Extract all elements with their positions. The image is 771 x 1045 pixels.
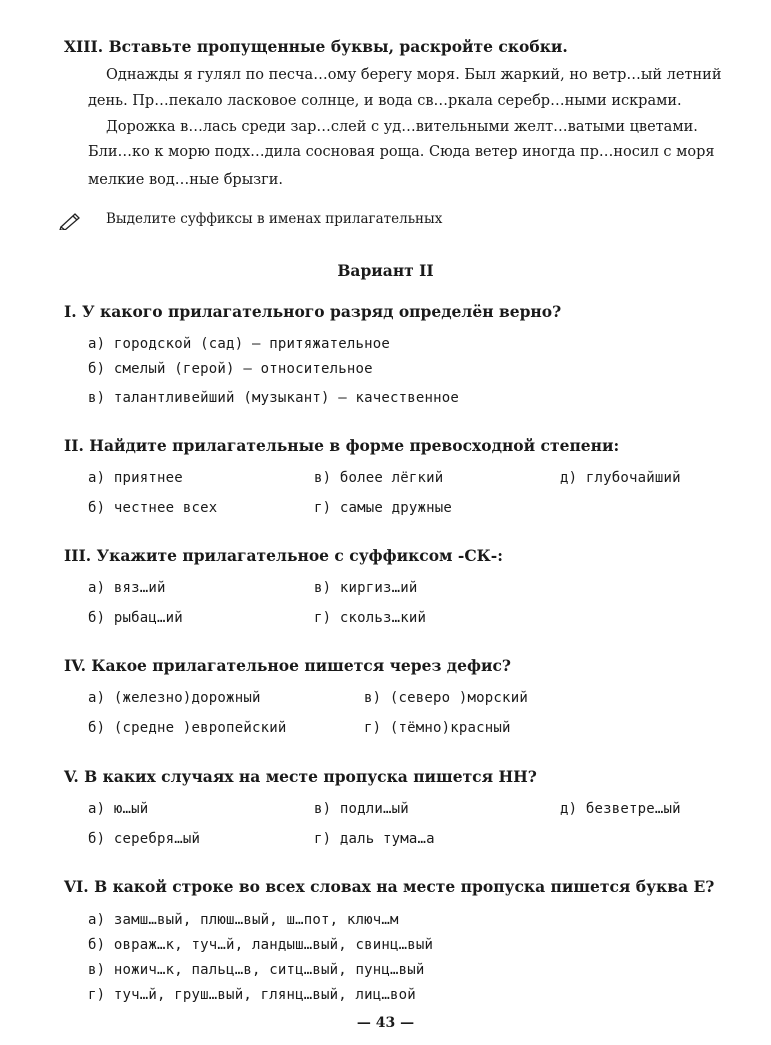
- answer-option: б) честнее всех: [88, 500, 218, 516]
- answer-option: г) (тёмно)красный: [364, 720, 511, 736]
- question-title: VI. В какой строке во всех словах на месте пропуска пишется буква Е?: [64, 877, 715, 896]
- question-title: II. Найдите прилагательные в форме превосходной степени:: [64, 436, 620, 455]
- text-line: Однажды я гулял по песча…ому берегу моря. Был жаркий, но ветр…ый летний: [106, 67, 722, 83]
- answer-option: в) более лёгкий: [314, 470, 444, 486]
- answer-option: б) серебря…ый: [88, 831, 201, 847]
- answer-option: д) глубочайший: [560, 470, 681, 486]
- question-title: I. У какого прилагательного разряд определён верно?: [64, 302, 562, 321]
- section-xiii-title: XIII. Вставьте пропущенные буквы, раскройте скобки.: [64, 37, 568, 56]
- answer-option: а) вяз…ий: [88, 580, 166, 596]
- answer-option: б) (средне )европейский: [88, 720, 287, 736]
- question-title: III. Укажите прилагательное с суффиксом -СК-:: [64, 546, 503, 565]
- answer-option: а) (железно)дорожный: [88, 690, 261, 706]
- answer-option: г) туч…й, груш…вый, глянц…вый, лиц…вой: [88, 987, 416, 1003]
- answer-option: г) самые дружные: [314, 500, 453, 516]
- answer-option: а) замш…вый, плюш…вый, ш…пот, ключ…м: [88, 912, 399, 928]
- answer-option: а) городской (сад) – притяжательное: [88, 336, 391, 352]
- answer-option: в) подли…ый: [314, 801, 409, 817]
- question-title: IV. Какое прилагательное пишется через дефис?: [64, 656, 511, 675]
- page-number: — 43 —: [356, 1015, 415, 1031]
- answer-option: в) талантливейший (музыкант) – качественное: [88, 390, 460, 406]
- pencil-icon: [58, 210, 82, 230]
- text-line: мелкие вод…ные брызги.: [88, 172, 284, 188]
- answer-option: а) приятнее: [88, 470, 183, 486]
- task-note: Выделите суффиксы в именах прилагательных: [106, 211, 443, 227]
- question-title: V. В каких случаях на месте пропуска пишется НН?: [64, 767, 537, 786]
- text-line: Дорожка в…лась среди зар…слей с уд…вительными желт…ватыми цветами.: [106, 119, 698, 135]
- answer-option: б) рыбац…ий: [88, 610, 183, 626]
- answer-option: а) ю…ый: [88, 801, 149, 817]
- answer-option: г) даль тума…а: [314, 831, 435, 847]
- answer-option: в) (северо )морский: [364, 690, 528, 706]
- answer-option: д) безветре…ый: [560, 801, 681, 817]
- text-line: день. Пр…пекало ласковое солнце, и вода св…ркала серебр…ными искрами.: [88, 93, 682, 109]
- answer-option: в) ножич…к, пальц…в, ситц…вый, пунц…вый: [88, 962, 425, 978]
- variant-title: Вариант II: [337, 261, 434, 280]
- answer-option: б) овраж…к, туч…й, ландыш…вый, свинц…вый: [88, 937, 434, 953]
- answer-option: г) скольз…кий: [314, 610, 427, 626]
- text-line: Бли…ко к морю подх…дила сосновая роща. Сюда ветер иногда пр…носил с моря: [88, 144, 715, 160]
- answer-option: б) смелый (герой) – относительное: [88, 361, 373, 377]
- answer-option: в) киргиз…ий: [314, 580, 418, 596]
